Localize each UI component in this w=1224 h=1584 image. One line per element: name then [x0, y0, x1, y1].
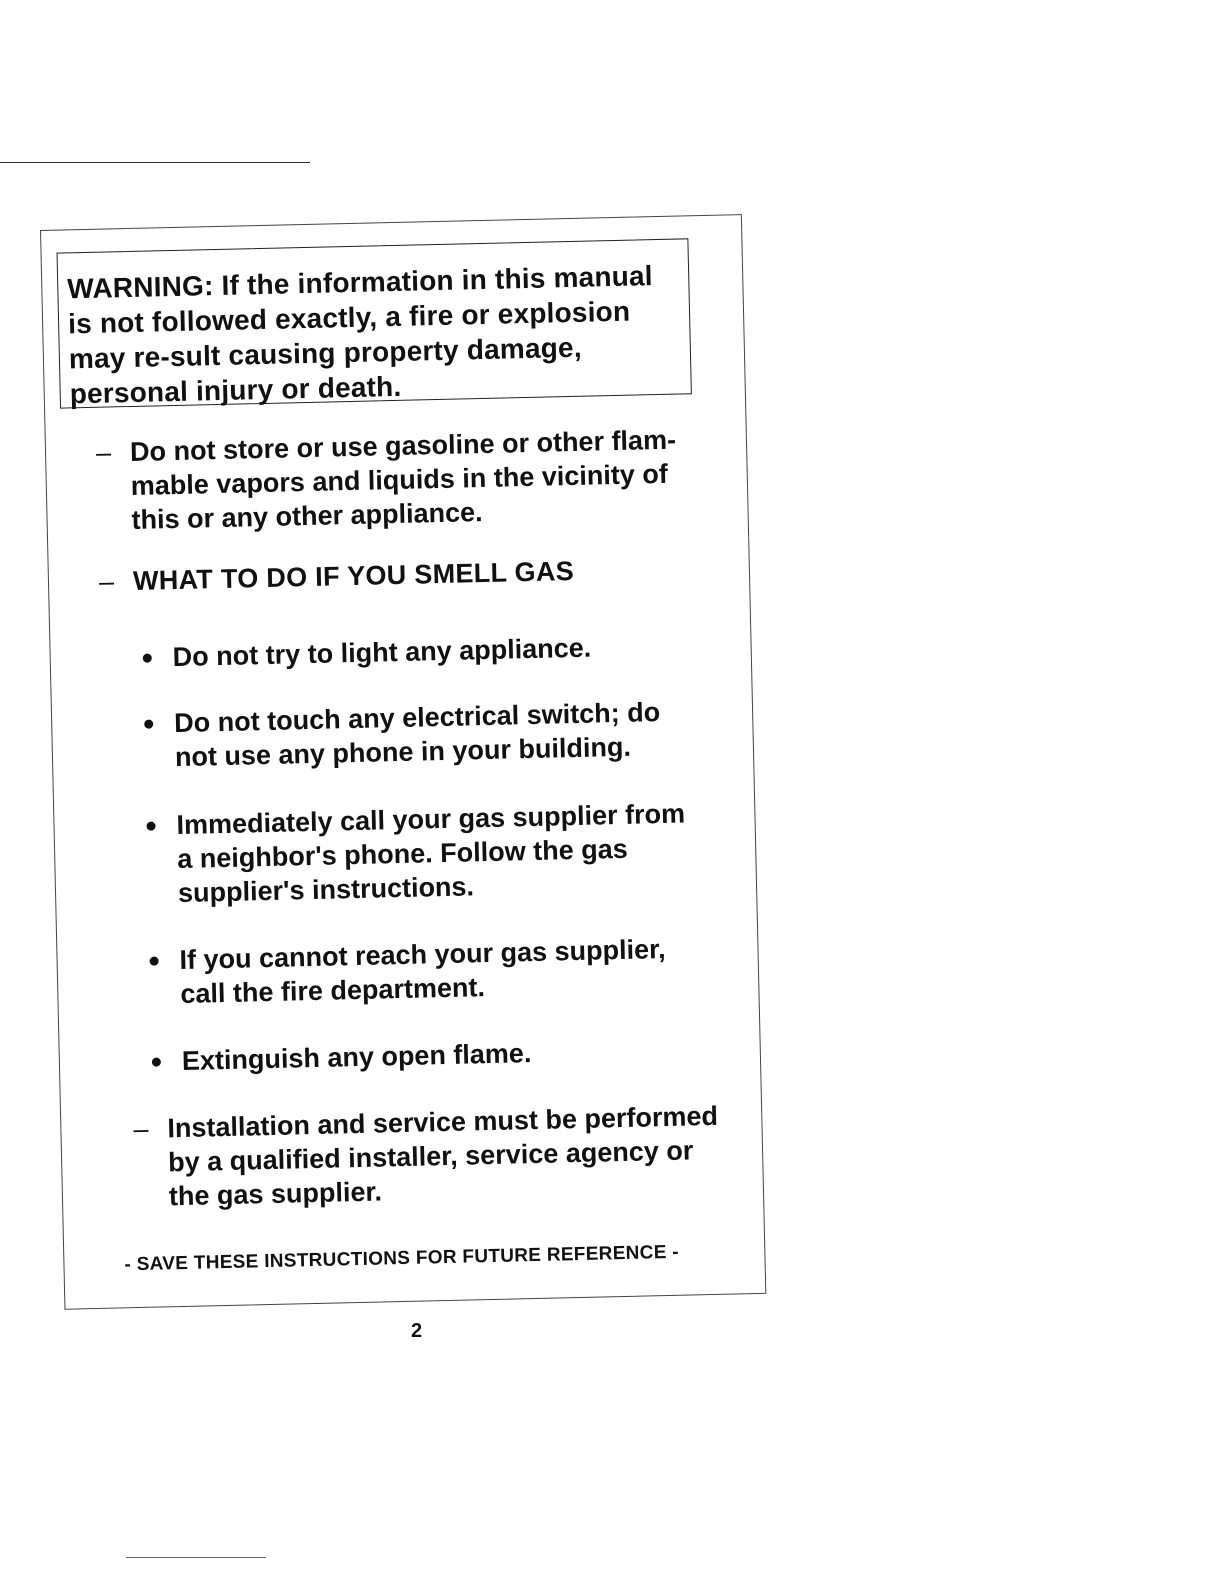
bullet-text: Extinguish any open flame.: [181, 1038, 532, 1076]
installation-item: [133, 1099, 725, 1214]
warning-text: WARNING: If the information in this manual is not followed exactly, a fire or explosion may re-sult causing property damage, personal injury or death.: [66, 260, 654, 410]
bullet-item: [142, 629, 683, 675]
page-number: 2: [411, 1320, 423, 1342]
bullet-text: Do not touch any electrical switch; do not use any phone in your building.: [173, 697, 661, 773]
dash-marker: –: [95, 437, 112, 468]
bullet-text: Immediately call your gas supplier from a neighbor's phone. Follow the gas supplier's instructions.: [176, 798, 686, 909]
dash-marker: –: [133, 1113, 149, 1145]
smell-gas-item: [99, 551, 700, 599]
bullet-item: [146, 796, 688, 910]
dash-marker: –: [98, 566, 115, 597]
gasoline-warning-text: Do not store or use gasoline or other flam-mable vapors and liquids in the vicinity of this or any other appliance.: [129, 424, 677, 535]
installation-text: Installation and service must be performed by a qualified installer, service agency or the gas supplier.: [167, 1100, 719, 1212]
bullet-item: [149, 931, 690, 1011]
safety-notice-frame: [40, 214, 766, 1310]
bottom-margin-rule: [126, 1557, 266, 1558]
smell-gas-heading: WHAT TO DO IF YOU SMELL GAS: [132, 555, 575, 596]
warning-box: [57, 238, 692, 408]
bullet-item: [144, 695, 685, 775]
gasoline-warning-item: [96, 422, 698, 538]
bullet-text: If you cannot reach your gas supplier, call the fire department.: [179, 933, 666, 1010]
save-instructions-note: - SAVE THESE INSTRUCTIONS FOR FUTURE REFERENCE -: [124, 1241, 680, 1276]
bullet-item: [152, 1032, 693, 1078]
bullet-text: Do not try to light any appliance.: [172, 632, 592, 673]
top-margin-rule: [0, 162, 310, 163]
